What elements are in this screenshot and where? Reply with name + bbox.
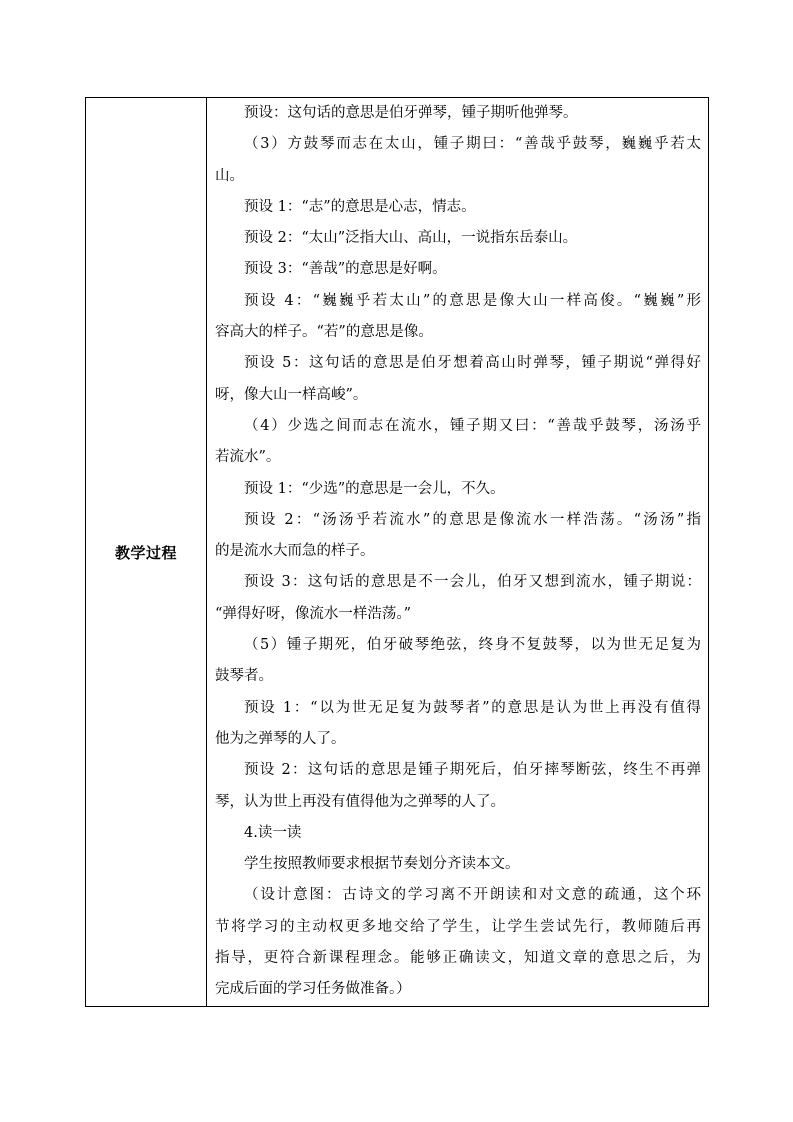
content-line: 完成后面的学习任务做准备。）: [215, 981, 411, 998]
content-line: 山。: [215, 167, 244, 184]
content-line: 呀，像大山一样高峻”。: [215, 386, 368, 403]
content-line: （5）锺子期死，伯牙破琴绝弦，终身不复鼓琴，以为世无足复为: [244, 637, 701, 654]
content-line: 若流水”。: [215, 449, 281, 466]
content-line: 预设 1：“志”的意思是心志，情志。: [244, 198, 476, 215]
content-line: 琴，认为世上再没有值得他为之弹琴的人了。: [215, 793, 505, 810]
content-line: 预设 2：“汤汤乎若流水”的意思是像流水一样浩荡。“汤汤”指: [244, 511, 701, 528]
content-line: 预设 1：“少选”的意思是一会儿，不久。: [244, 480, 505, 497]
lesson-plan-table: [85, 97, 709, 1007]
content-line: 节将学习的主动权更多地交给了学生，让学生尝试先行，教师随后再: [215, 918, 701, 935]
content-line: 指导，更符合新课程理念。能够正确读文，知道文章的意思之后，为: [215, 950, 701, 967]
row-label-cell: [86, 98, 207, 1006]
content-line: 预设 4：“巍巍乎若太山”的意思是像大山一样高俊。“巍巍”形: [244, 292, 701, 309]
content-line: 预设 1：“以为世无足复为鼓琴者”的意思是认为世上再没有值得: [244, 699, 701, 716]
content-line: 预设 5：这句话的意思是伯牙想着高山时弹琴，锺子期说“弹得好: [244, 355, 701, 372]
content-line: 预设 2：这句话的意思是锺子期死后，伯牙摔琴断弦，终生不再弹: [244, 762, 701, 779]
content-line: “弹得好呀，像流水一样浩荡。”: [215, 605, 412, 622]
content-line: 学生按照教师要求根据节奏划分齐读本文。: [244, 856, 520, 873]
content-line: 他为之弹琴的人了。: [215, 730, 346, 747]
content-line: 的是流水大而急的样子。: [215, 543, 375, 560]
row-label-teaching-process: 教学过程: [114, 543, 177, 562]
content-line: 预设 2：“太山”泛指大山、高山，一说指东岳泰山。: [244, 230, 578, 247]
content-line: （设计意图：古诗文的学习离不开朗读和对文意的疏通，这个环: [244, 887, 701, 904]
content-line: 4.读一读: [244, 824, 302, 841]
content-line: 容高大的样子。“若”的意思是像。: [215, 324, 433, 341]
content-line: 鼓琴者。: [215, 668, 273, 685]
content-line: 预设 3：“善哉”的意思是好啊。: [244, 261, 447, 278]
content-line: （4）少选之间而志在流水，锺子期又曰：“善哉乎鼓琴，汤汤乎: [244, 417, 701, 434]
content-line: 预设：这句话的意思是伯牙弹琴，锺子期听他弹琴。: [244, 105, 578, 121]
content-line: （3）方鼓琴而志在太山，锺子期曰：“善哉乎鼓琴，巍巍乎若太: [244, 136, 701, 153]
content-line: 预设 3：这句话的意思是不一会儿，伯牙又想到流水，锺子期说：: [244, 574, 701, 591]
content-cell: [207, 98, 708, 1006]
